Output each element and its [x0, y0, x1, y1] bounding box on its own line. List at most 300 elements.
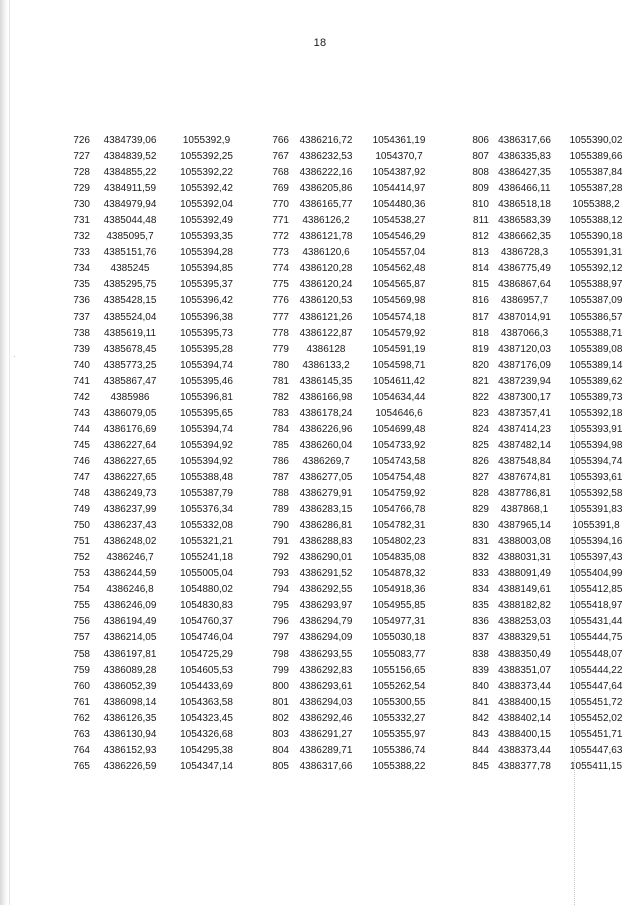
table-row	[465, 197, 632, 213]
x-coordinate: 4386248,02	[103, 536, 157, 548]
point-number: 787	[272, 471, 289, 483]
table-row	[465, 245, 632, 261]
point-number: 727	[73, 151, 90, 163]
table-row	[465, 630, 632, 646]
x-coordinate: 4386293,97	[299, 600, 353, 612]
y-coordinate: 1054830,83	[180, 600, 233, 612]
x-coordinate: 4387868,1	[500, 504, 549, 516]
point-number: 803	[272, 728, 289, 740]
table-row	[465, 310, 632, 326]
point-number: 780	[272, 359, 289, 371]
table-row	[266, 566, 435, 582]
table-row	[70, 502, 243, 518]
point-number: 772	[272, 231, 289, 243]
point-number: 805	[272, 760, 289, 772]
y-coordinate: 1055392,25	[180, 151, 233, 163]
y-coordinate: 1055447,63	[569, 744, 623, 756]
x-coordinate: 4386166,98	[299, 391, 353, 403]
y-coordinate: 1055394,74	[569, 455, 623, 467]
x-coordinate: 4386130,94	[103, 728, 157, 740]
point-number: 817	[472, 311, 489, 323]
table-row	[70, 374, 243, 390]
y-coordinate: 1054918,36	[372, 584, 426, 596]
table-row	[266, 326, 435, 342]
table-row	[70, 149, 243, 165]
table-row	[266, 727, 435, 743]
point-number: 756	[73, 616, 90, 628]
x-coordinate: 4386145,35	[299, 375, 353, 387]
x-coordinate: 4388373,44	[498, 744, 551, 756]
table-row	[465, 598, 632, 614]
x-coordinate: 4386288,83	[299, 536, 353, 548]
x-coordinate: 4386232,53	[299, 151, 353, 163]
table-row	[70, 518, 243, 534]
point-number: 813	[472, 247, 489, 259]
point-number: 767	[272, 151, 289, 163]
x-coordinate: 4386269,7	[302, 455, 350, 467]
x-coordinate: 4388400,15	[498, 728, 551, 740]
y-coordinate: 1055431,44	[569, 616, 623, 628]
y-coordinate: 1054733,92	[372, 439, 426, 451]
y-coordinate: 1055412,85	[569, 584, 623, 596]
table-row	[70, 550, 243, 566]
x-coordinate: 4386290,01	[299, 552, 353, 564]
point-number: 760	[73, 680, 90, 692]
y-coordinate: 1055392,58	[569, 488, 623, 500]
x-coordinate: 4386293,55	[299, 648, 353, 660]
y-coordinate: 1054557,04	[372, 247, 426, 259]
y-coordinate: 1055393,91	[569, 423, 623, 435]
table-row	[70, 197, 243, 213]
table-row	[70, 695, 243, 711]
y-coordinate: 1055390,02	[569, 135, 623, 146]
x-coordinate: 4388400,15	[498, 696, 551, 708]
x-coordinate: 4386294,09	[299, 632, 353, 644]
table-row	[70, 566, 243, 582]
x-coordinate: 4386176,69	[103, 423, 157, 435]
point-number: 802	[272, 712, 289, 724]
y-coordinate: 1054802,23	[372, 536, 426, 548]
x-coordinate: 4386292,83	[299, 664, 353, 676]
x-coordinate: 4387548,84	[498, 455, 551, 467]
table-row	[70, 759, 243, 775]
point-number: 741	[73, 375, 90, 387]
table-row	[266, 470, 435, 486]
point-number: 769	[272, 183, 289, 195]
point-number: 733	[73, 247, 90, 259]
x-coordinate: 4386120,28	[299, 263, 353, 275]
x-coordinate: 4385095,7	[106, 231, 154, 243]
table-row	[266, 133, 435, 149]
table-row	[465, 406, 632, 422]
point-number: 834	[472, 584, 489, 596]
table-row	[70, 181, 243, 197]
x-coordinate: 4387300,17	[498, 391, 551, 403]
point-number: 825	[472, 439, 489, 451]
table-row	[70, 630, 243, 646]
point-number: 746	[73, 455, 90, 467]
table-row	[465, 326, 632, 342]
point-number: 796	[272, 616, 289, 628]
table-row	[70, 598, 243, 614]
y-coordinate: 1055392,42	[180, 183, 233, 195]
x-coordinate: 4386222,16	[299, 167, 353, 179]
point-number: 829	[472, 504, 489, 516]
x-coordinate: 4386194,49	[103, 616, 157, 628]
table-row	[266, 438, 435, 454]
point-number: 838	[472, 648, 489, 660]
x-coordinate: 4387239,94	[498, 375, 551, 387]
table-row	[70, 358, 243, 374]
x-coordinate: 4386249,73	[103, 488, 157, 500]
point-number: 836	[472, 616, 489, 628]
x-coordinate: 4386583,39	[498, 215, 551, 227]
table-row	[70, 277, 243, 293]
x-coordinate: 4386165,77	[299, 199, 353, 211]
x-coordinate: 4386052,39	[103, 680, 157, 692]
y-coordinate: 1054878,32	[372, 568, 426, 580]
x-coordinate: 4386216,72	[299, 135, 353, 146]
point-number: 785	[272, 439, 289, 451]
point-number: 790	[272, 520, 289, 532]
x-coordinate: 4388402,14	[498, 712, 551, 724]
x-coordinate: 4385245	[110, 263, 150, 275]
y-coordinate: 1054880,02	[180, 584, 233, 596]
table-row	[465, 390, 632, 406]
point-number: 786	[272, 455, 289, 467]
y-coordinate: 1055394,92	[180, 455, 233, 467]
x-coordinate: 4386098,14	[103, 696, 157, 708]
x-coordinate: 4386079,05	[103, 407, 157, 419]
table-row	[266, 261, 435, 277]
x-coordinate: 4386289,71	[299, 744, 353, 756]
table-row	[465, 470, 632, 486]
y-coordinate: 1054782,31	[372, 520, 426, 532]
x-coordinate: 4387357,41	[498, 407, 551, 419]
y-coordinate: 1055389,14	[569, 359, 623, 371]
table-row	[465, 229, 632, 245]
y-coordinate: 1055392,9	[182, 135, 231, 146]
point-number: 839	[472, 664, 489, 676]
point-number: 762	[73, 712, 90, 724]
point-number: 737	[73, 311, 90, 323]
table-row	[266, 229, 435, 245]
x-coordinate: 4386246,8	[106, 584, 154, 596]
y-coordinate: 1054699,48	[372, 423, 426, 435]
x-coordinate: 4385619,11	[103, 327, 157, 339]
point-number: 726	[73, 135, 90, 146]
point-number: 743	[73, 407, 90, 419]
x-coordinate: 4386227,64	[103, 439, 157, 451]
scan-speck: ·	[13, 352, 16, 361]
x-coordinate: 4386317,66	[498, 135, 551, 146]
y-coordinate: 1055387,79	[180, 488, 233, 500]
x-coordinate: 4386122,87	[299, 327, 353, 339]
x-coordinate: 4387176,09	[498, 359, 551, 371]
x-coordinate: 4388091,49	[498, 568, 551, 580]
table-row	[266, 582, 435, 598]
point-number: 784	[272, 423, 289, 435]
point-number: 821	[472, 375, 489, 387]
x-coordinate: 4386226,59	[103, 760, 157, 772]
y-coordinate: 1055083,77	[372, 648, 426, 660]
y-coordinate: 1055391,8	[572, 520, 620, 532]
y-coordinate: 1055396,81	[180, 391, 233, 403]
point-number: 774	[272, 263, 289, 275]
point-number: 804	[272, 744, 289, 756]
y-coordinate: 1055397,43	[569, 552, 623, 564]
coordinate-column-3	[465, 133, 632, 775]
table-row	[266, 213, 435, 229]
table-row	[266, 422, 435, 438]
table-row	[465, 358, 632, 374]
table-row	[70, 663, 243, 679]
point-number: 820	[472, 359, 489, 371]
x-coordinate: 4386133,2	[302, 359, 350, 371]
coordinate-column-2	[266, 133, 435, 775]
x-coordinate: 4386237,43	[103, 520, 157, 532]
y-coordinate: 1055394,98	[569, 439, 623, 451]
point-number: 826	[472, 455, 489, 467]
point-number: 783	[272, 407, 289, 419]
x-coordinate: 4386121,26	[299, 311, 353, 323]
table-row	[70, 342, 243, 358]
table-row	[266, 310, 435, 326]
point-number: 781	[272, 375, 289, 387]
y-coordinate: 1054754,48	[372, 471, 426, 483]
y-coordinate: 1055394,28	[180, 247, 233, 259]
table-row	[266, 743, 435, 759]
y-coordinate: 1055395,37	[180, 279, 233, 291]
point-number: 810	[472, 199, 489, 211]
y-coordinate: 1055241,18	[180, 552, 233, 564]
table-row	[465, 181, 632, 197]
y-coordinate: 1055392,22	[180, 167, 233, 179]
x-coordinate: 4385986	[110, 391, 150, 403]
x-coordinate: 4388329,51	[498, 632, 551, 644]
y-coordinate: 1054326,68	[180, 728, 233, 740]
y-coordinate: 1054977,31	[372, 616, 426, 628]
x-coordinate: 4386237,99	[103, 504, 157, 516]
y-coordinate: 1055394,85	[180, 263, 233, 275]
table-row	[266, 293, 435, 309]
point-number: 824	[472, 423, 489, 435]
point-number: 809	[472, 183, 489, 195]
y-coordinate: 1054746,04	[180, 632, 233, 644]
y-coordinate: 1055388,71	[569, 327, 623, 339]
y-coordinate: 1055389,08	[569, 343, 623, 355]
scan-edge-shadow	[0, 0, 8, 905]
y-coordinate: 1054743,58	[372, 455, 426, 467]
point-number: 776	[272, 295, 289, 307]
point-number: 753	[73, 568, 90, 580]
x-coordinate: 4388003,08	[498, 536, 551, 548]
point-number: 758	[73, 648, 90, 660]
table-row	[465, 727, 632, 743]
point-number: 731	[73, 215, 90, 227]
table-row	[465, 454, 632, 470]
y-coordinate: 1054546,29	[372, 231, 426, 243]
y-coordinate: 1055387,09	[569, 295, 623, 307]
table-row	[70, 406, 243, 422]
x-coordinate: 4388351,07	[498, 664, 551, 676]
table-row	[465, 663, 632, 679]
point-number: 732	[73, 231, 90, 243]
x-coordinate: 4386466,11	[498, 183, 551, 195]
x-coordinate: 4386291,52	[299, 568, 353, 580]
table-row	[70, 229, 243, 245]
y-coordinate: 1055396,38	[180, 311, 233, 323]
table-row	[266, 165, 435, 181]
point-number: 734	[73, 263, 90, 275]
table-row	[266, 647, 435, 663]
x-coordinate: 4388149,61	[498, 584, 551, 596]
table-row	[70, 261, 243, 277]
x-coordinate: 4386120,6	[302, 247, 350, 259]
table-row	[70, 310, 243, 326]
y-coordinate: 1055392,04	[180, 199, 233, 211]
point-number: 831	[472, 536, 489, 548]
table-row	[266, 518, 435, 534]
y-coordinate: 1055332,27	[372, 712, 426, 724]
x-coordinate: 4385428,15	[103, 295, 157, 307]
x-coordinate: 4388377,78	[498, 760, 551, 772]
table-row	[465, 374, 632, 390]
table-row	[266, 598, 435, 614]
x-coordinate: 4384855,22	[103, 167, 157, 179]
y-coordinate: 1055395,46	[180, 375, 233, 387]
y-coordinate: 1055393,61	[569, 471, 623, 483]
table-row	[465, 647, 632, 663]
table-row	[266, 695, 435, 711]
x-coordinate: 4387066,3	[500, 327, 549, 339]
table-row	[465, 342, 632, 358]
table-row	[70, 582, 243, 598]
table-row	[70, 679, 243, 695]
table-row	[465, 614, 632, 630]
point-number: 842	[472, 712, 489, 724]
y-coordinate: 1055394,92	[180, 439, 233, 451]
y-coordinate: 1055388,22	[372, 760, 426, 772]
table-row	[70, 534, 243, 550]
x-coordinate: 4384911,59	[103, 183, 157, 195]
y-coordinate: 1055030,18	[372, 632, 426, 644]
x-coordinate: 4386728,3	[500, 247, 549, 259]
x-coordinate: 4386277,05	[299, 471, 353, 483]
y-coordinate: 1054433,69	[180, 680, 233, 692]
x-coordinate: 4386126,2	[302, 215, 350, 227]
table-row	[266, 342, 435, 358]
point-number: 735	[73, 279, 90, 291]
table-row	[266, 663, 435, 679]
point-number: 779	[272, 343, 289, 355]
y-coordinate: 1055355,97	[372, 728, 426, 740]
table-row	[266, 630, 435, 646]
point-number: 775	[272, 279, 289, 291]
table-row	[70, 326, 243, 342]
y-coordinate: 1054598,71	[372, 359, 426, 371]
y-coordinate: 1055388,12	[569, 215, 623, 227]
point-number: 828	[472, 488, 489, 500]
y-coordinate: 1055321,21	[180, 536, 233, 548]
point-number: 771	[272, 215, 289, 227]
x-coordinate: 4386126,35	[103, 712, 157, 724]
table-row	[266, 534, 435, 550]
coordinate-column-1	[70, 133, 243, 775]
point-number: 761	[73, 696, 90, 708]
point-number: 819	[472, 343, 489, 355]
table-row	[70, 165, 243, 181]
y-coordinate: 1054370,7	[375, 151, 423, 163]
point-number: 765	[73, 760, 90, 772]
y-coordinate: 1055386,57	[569, 311, 623, 323]
table-row	[465, 149, 632, 165]
y-coordinate: 1055394,16	[569, 536, 623, 548]
y-coordinate: 1055404,99	[569, 568, 623, 580]
y-coordinate: 1055451,72	[569, 696, 623, 708]
point-number: 806	[472, 135, 489, 146]
point-number: 752	[73, 552, 90, 564]
point-number: 840	[472, 680, 489, 692]
x-coordinate: 4386244,59	[103, 568, 157, 580]
table-row	[465, 438, 632, 454]
table-row	[465, 422, 632, 438]
table-row	[266, 374, 435, 390]
y-coordinate: 1055387,28	[569, 183, 623, 195]
table-row	[465, 261, 632, 277]
y-coordinate: 1055391,83	[569, 504, 623, 516]
point-number: 742	[73, 391, 90, 403]
point-number: 755	[73, 600, 90, 612]
point-number: 795	[272, 600, 289, 612]
point-number: 808	[472, 167, 489, 179]
x-coordinate: 4387965,14	[498, 520, 551, 532]
x-coordinate: 4386867,64	[498, 279, 551, 291]
point-number: 739	[73, 343, 90, 355]
x-coordinate: 4387482,14	[498, 439, 551, 451]
table-row	[465, 679, 632, 695]
y-coordinate: 1055392,49	[180, 215, 233, 227]
y-coordinate: 1055262,54	[372, 680, 426, 692]
table-row	[465, 534, 632, 550]
point-number: 837	[472, 632, 489, 644]
y-coordinate: 1054538,27	[372, 215, 426, 227]
table-row	[465, 582, 632, 598]
table-row	[266, 550, 435, 566]
y-coordinate: 1054562,48	[372, 263, 426, 275]
y-coordinate: 1054760,37	[180, 616, 233, 628]
table-row	[70, 438, 243, 454]
point-number: 791	[272, 536, 289, 548]
x-coordinate: 4386197,81	[103, 648, 157, 660]
y-coordinate: 1055395,65	[180, 407, 233, 419]
y-coordinate: 1055418,97	[569, 600, 623, 612]
point-number: 764	[73, 744, 90, 756]
point-number: 788	[272, 488, 289, 500]
x-coordinate: 4386957,7	[500, 295, 549, 307]
x-coordinate: 4384979,94	[103, 199, 157, 211]
point-number: 728	[73, 167, 90, 179]
x-coordinate: 4387786,81	[498, 488, 551, 500]
table-row	[70, 293, 243, 309]
x-coordinate: 4385678,45	[103, 343, 157, 355]
point-number: 747	[73, 471, 90, 483]
x-coordinate: 4386292,55	[299, 584, 353, 596]
x-coordinate: 4387120,03	[498, 343, 551, 355]
y-coordinate: 1055394,74	[180, 423, 233, 435]
table-row	[465, 277, 632, 293]
x-coordinate: 4386279,91	[299, 488, 353, 500]
